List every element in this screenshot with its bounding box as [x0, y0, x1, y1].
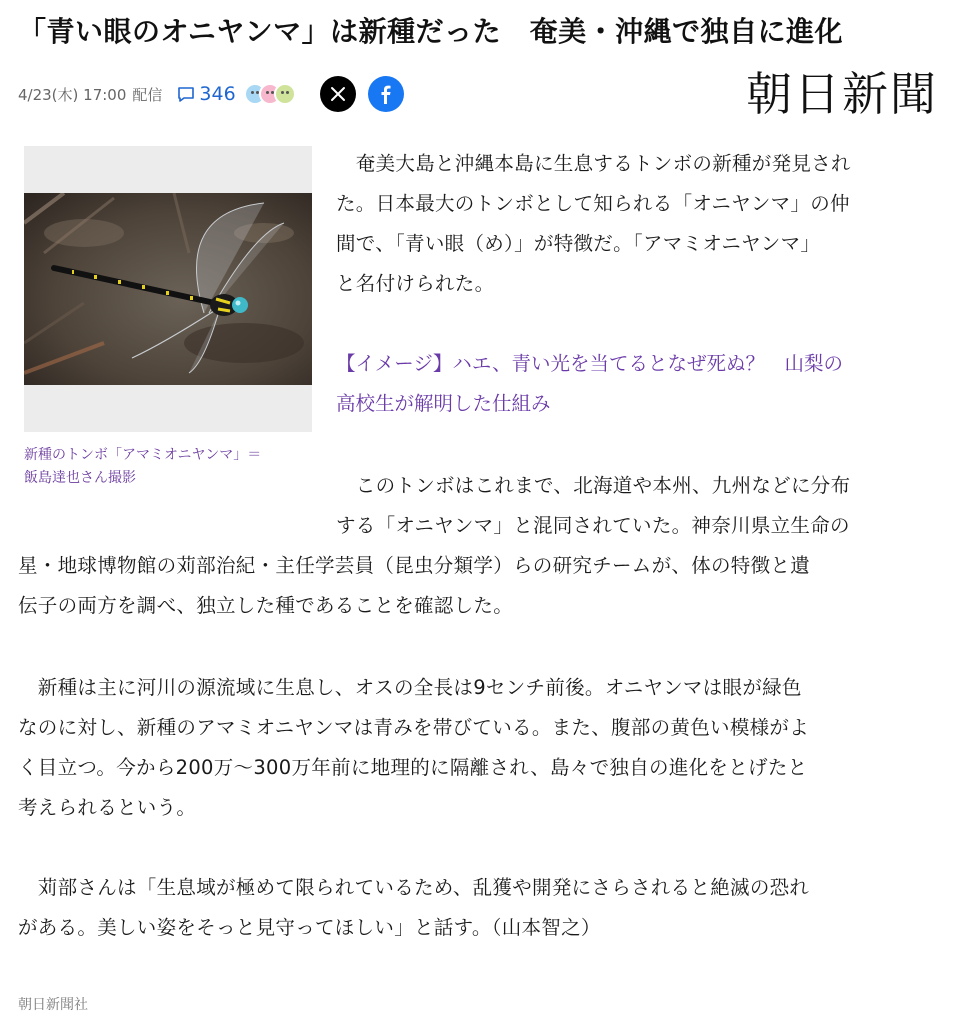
related-article-link[interactable]	[336, 344, 938, 424]
publisher-logo[interactable]: 朝日新聞	[746, 67, 938, 121]
text-line: と名付けられた。	[336, 272, 495, 295]
article-photo[interactable]	[24, 146, 312, 432]
paragraph-3	[18, 668, 948, 828]
text-line: く目立つ。今から200万～300万年前に地理的に隔離され、島々で独自の進化をとげたと	[18, 756, 808, 779]
share-buttons	[320, 76, 404, 112]
facebook-logo-icon	[377, 84, 395, 104]
text-line: 奄美大島と沖縄本島に生息するトンボの新種が発見され	[336, 152, 851, 175]
dragonfly-photo	[24, 193, 312, 385]
article-source: 朝日新聞社	[18, 997, 88, 1013]
paragraph-4	[18, 868, 948, 948]
article-headline: 「青い眼のオニヤンマ」は新種だった 奄美・沖縄で独自に進化	[18, 15, 844, 48]
text-line: 苅部さんは「生息域が極めて限られているため、乱獲や開発にさらされると絶滅の恐れ	[18, 876, 810, 899]
text-line: 間で、「青い眼（め）」が特徴だ。「アマミオニヤンマ」	[336, 232, 821, 255]
comment-count: 346	[199, 83, 236, 105]
photo-caption[interactable]	[24, 444, 324, 490]
reaction-faces[interactable]	[244, 83, 296, 105]
link-line: 【イメージ】ハエ、青い光を当てるとなぜ死ぬ？ 山梨の	[336, 352, 844, 375]
text-line: する「オニヤンマ」と混同されていた。神奈川県立生命の	[336, 514, 850, 537]
text-line: 新種は主に河川の源流域に生息し、オスの全長は9センチ前後。オニヤンマは眼が緑色	[18, 676, 802, 699]
neutral-face-icon	[274, 83, 296, 105]
caption-line: 飯島達也さん撮影	[24, 470, 136, 486]
text-line: 伝子の両方を調べ、独立した種であることを確認した。	[18, 594, 514, 617]
paragraph-2-right	[336, 466, 938, 546]
text-line: がある。美しい姿をそっと見守ってほしい」と話す。（山本智之）	[18, 916, 601, 939]
share-x-button[interactable]	[320, 76, 356, 112]
paragraph-1	[336, 144, 938, 304]
article-meta	[18, 76, 404, 112]
text-line: 考えられるという。	[18, 796, 197, 819]
text-line: このトンボはこれまで、北海道や本州、九州などに分布	[336, 474, 851, 497]
comment-count-button[interactable]	[176, 83, 235, 105]
comment-bubble-icon	[176, 84, 196, 104]
text-line: 星・地球博物館の苅部治紀・主任学芸員（昆虫分類学）らの研究チームが、体の特徴と遺	[18, 554, 810, 577]
caption-line: 新種のトンボ「アマミオニヤンマ」＝	[24, 447, 262, 463]
paragraph-2-full	[18, 546, 948, 626]
share-facebook-button[interactable]	[368, 76, 404, 112]
x-logo-icon	[330, 86, 346, 102]
text-line: た。日本最大のトンボとして知られる「オニヤンマ」の仲	[336, 192, 850, 215]
text-line: なのに対し、新種のアマミオニヤンマは青みを帯びている。また、腹部の黄色い模様がよ	[18, 716, 810, 739]
delivered-label: 配信	[132, 85, 163, 104]
publish-date: 4/23(木) 17:00	[18, 85, 127, 104]
link-line: 高校生が解明した仕組み	[336, 392, 551, 415]
